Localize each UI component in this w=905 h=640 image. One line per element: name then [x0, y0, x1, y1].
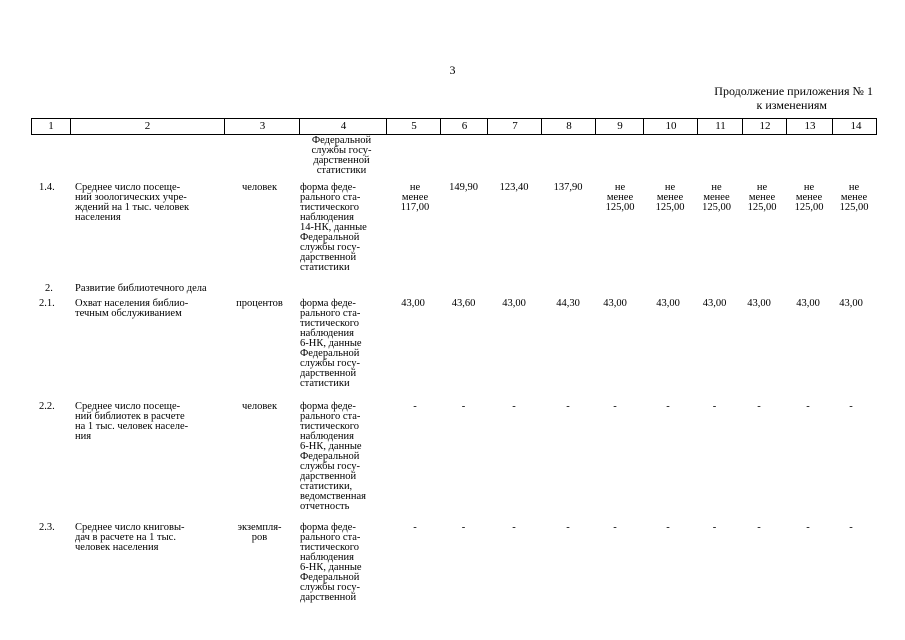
indicator-name: Среднее число посеще- ний зоологических учре- ждений на 1 тыс. человек населения: [75, 182, 190, 223]
value-col8: -: [566, 401, 570, 412]
value-col8: 44,30: [556, 298, 580, 309]
unit: экземпля- ров: [237, 522, 282, 543]
value-col10: 43,00: [656, 298, 680, 309]
column-header-13: 13: [786, 119, 833, 134]
value-col9: -: [613, 522, 617, 533]
source-continuation: Федеральной службы госу- дарственной статистики: [311, 135, 372, 176]
value-col5: не менее 117,00: [400, 182, 430, 213]
source: форма феде- рального ста- тистического наблюдения 14-НК, данные Федеральной службы госу- дарственной статистики: [300, 182, 367, 273]
row-number: 2.1.: [39, 298, 55, 309]
column-header-12: 12: [742, 119, 787, 134]
column-header-10: 10: [643, 119, 698, 134]
unit: человек: [241, 401, 278, 412]
value-col8: -: [566, 522, 570, 533]
row-number: 2.2.: [39, 401, 55, 412]
value-col13: -: [806, 401, 810, 412]
value-col14: не менее 125,00: [839, 182, 869, 213]
value-col13: -: [806, 522, 810, 533]
value-col7: -: [512, 401, 516, 412]
appendix-header-line1: Продолжение приложения № 1: [714, 84, 873, 98]
unit: человек: [241, 182, 278, 193]
indicator-name: Среднее число посеще- ний библиотек в расчете на 1 тыс. человек населе- ния: [75, 401, 189, 442]
value-col10: -: [666, 522, 670, 533]
source: форма феде- рального ста- тистического наблюдения 6-НК, данные Федеральной службы госу- дарственной статистики, ведомственная отчетность: [300, 401, 366, 512]
source: форма феде- рального ста- тистического наблюдения 6-НК, данные Федеральной службы госу- дарственной: [300, 522, 362, 603]
value-col7: 43,00: [502, 298, 526, 309]
column-header-5: 5: [386, 119, 441, 134]
value-col7: -: [512, 522, 516, 533]
indicator-name: Среднее число книговы- дач в расчете на 1 тыс. человек населения: [75, 522, 185, 553]
value-col5: 43,00: [401, 298, 425, 309]
value-col11: 43,00: [702, 298, 727, 309]
value-col14: -: [849, 522, 853, 533]
section-title: Развитие библиотечного дела: [75, 283, 207, 294]
value-col10: -: [666, 401, 670, 412]
value-col11: -: [712, 401, 717, 412]
unit: процентов: [236, 298, 283, 309]
column-header-1: 1: [48, 120, 54, 132]
value-col12: 43,00: [747, 298, 771, 309]
column-header-3: 3: [224, 119, 300, 134]
page-number: 3: [449, 63, 456, 77]
value-col9: -: [613, 401, 617, 412]
column-header-7: 7: [487, 119, 542, 134]
value-col13: 43,00: [796, 298, 820, 309]
value-col8: 137,90: [553, 182, 583, 193]
value-col12: -: [757, 522, 761, 533]
appendix-header-line2: к изменениям: [756, 98, 827, 112]
value-col6: -: [461, 522, 466, 533]
value-col6: -: [461, 401, 466, 412]
appendix-header: [714, 84, 873, 112]
value-col5: -: [413, 401, 417, 412]
row-number: 1.4.: [39, 182, 55, 193]
row-number: 2.3.: [39, 522, 55, 533]
column-header-6: 6: [440, 119, 488, 134]
column-header-2: 2: [70, 119, 224, 134]
value-col10: не менее 125,00: [655, 182, 685, 213]
column-header-9: 9: [595, 119, 644, 134]
value-col6: 149,90: [449, 182, 478, 193]
value-col12: не менее 125,00: [747, 182, 777, 213]
column-header-11: 11: [697, 119, 743, 134]
value-col11: -: [712, 522, 717, 533]
value-col9: 43,00: [603, 298, 627, 309]
column-header-4: 4: [299, 119, 387, 134]
section-number: 2.: [45, 283, 53, 294]
source: форма феде- рального ста- тистического наблюдения 6-НК, данные Федеральной службы госу- дарственной статистики: [300, 298, 362, 389]
value-col12: -: [757, 401, 761, 412]
indicator-name: Охват населения библио- течным обслуживанием: [75, 298, 189, 319]
value-col7: 123,40: [499, 182, 529, 193]
value-col6: 43,60: [451, 298, 476, 309]
column-header-8: 8: [541, 119, 596, 134]
value-col14: 43,00: [839, 298, 863, 309]
column-header-14: 14: [832, 119, 879, 134]
table-header-row: [31, 118, 877, 135]
value-col14: -: [849, 401, 853, 412]
value-col9: не менее 125,00: [605, 182, 635, 213]
value-col11: не менее 125,00: [702, 182, 731, 213]
value-col13: не менее 125,00: [794, 182, 824, 213]
value-col5: -: [413, 522, 417, 533]
